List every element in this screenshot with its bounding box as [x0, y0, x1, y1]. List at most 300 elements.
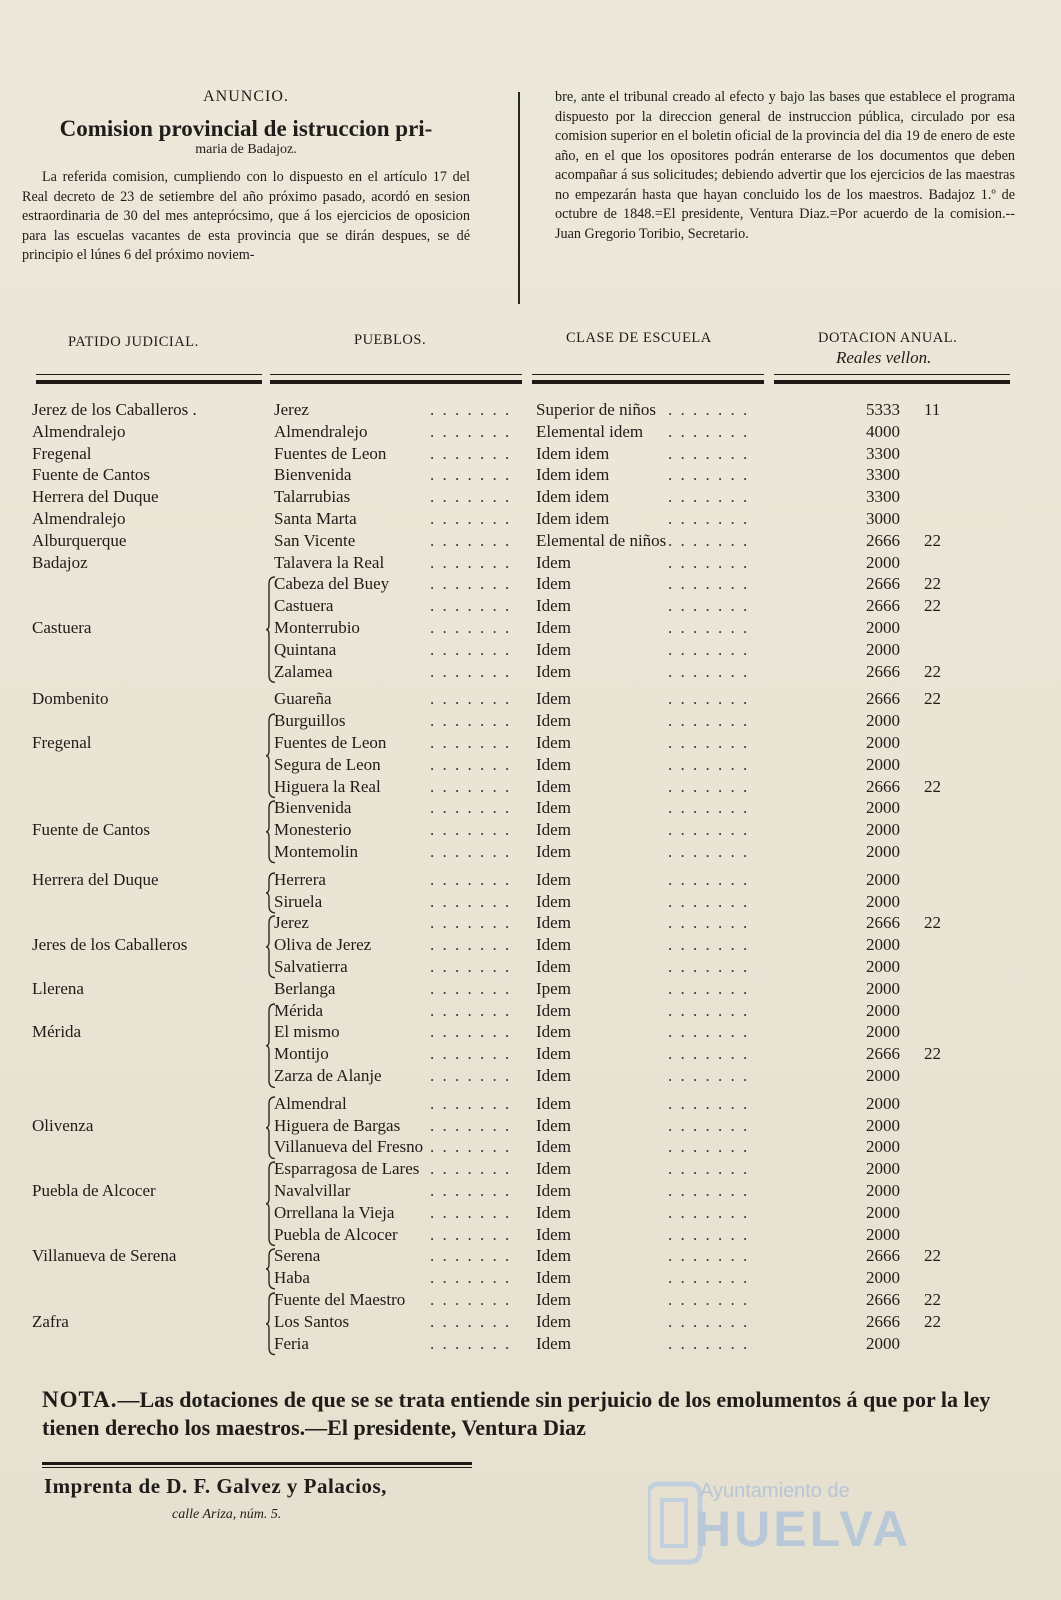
- leader-dots: . . . . . . .: [668, 509, 750, 528]
- table-row: [0, 574, 1061, 596]
- table-row: [0, 842, 1061, 864]
- amount-cell: 2000: [866, 639, 900, 659]
- clase-cell: Idem: [536, 1224, 571, 1244]
- printer-address: calle Ariza, núm. 5.: [172, 1507, 282, 1522]
- leader-dots: . . . . . . .: [668, 842, 750, 861]
- leader-dots: . . . . . . .: [430, 639, 512, 659]
- leader-dots: . . . . . . .: [668, 891, 750, 911]
- leader-dots: . . . . . . .: [668, 1022, 750, 1042]
- table-row: [0, 1312, 1061, 1334]
- amount-cell: 2000: [866, 891, 900, 911]
- pueblo-cell: Herrera: [274, 869, 326, 889]
- pueblo-cell: Fuente del Maestro: [274, 1290, 406, 1309]
- table-row: [0, 596, 1061, 618]
- partido-cell: Almendralejo: [32, 509, 126, 528]
- group-brace: [266, 1096, 276, 1160]
- pueblo-cell: Talavera la Real: [274, 552, 385, 572]
- clase-cell: Idem: [536, 661, 571, 681]
- pueblo-cell: Castuera: [274, 596, 334, 616]
- amount-cell: 2000: [866, 1202, 900, 1222]
- partido-cell: Villanueva de Serena: [32, 1246, 177, 1266]
- cents-cell: 22: [924, 661, 941, 681]
- table-row: [0, 1181, 1061, 1203]
- partido-cell: Fregenal: [32, 733, 92, 752]
- clase-cell: Idem: [536, 689, 571, 709]
- printer-name: Imprenta de D. F. Galvez y Palacios,: [44, 1474, 387, 1498]
- amount-cell: 2000: [866, 1093, 900, 1113]
- amount-cell: 2000: [866, 754, 900, 774]
- pueblo-cell: Haba: [274, 1268, 310, 1288]
- pueblo-cell: Salvatierra: [274, 957, 348, 976]
- header-rule: [270, 380, 522, 384]
- amount-cell: 2000: [866, 711, 900, 731]
- table-row: [0, 662, 1061, 684]
- leader-dots: . . . . . . .: [668, 443, 750, 463]
- partido-cell: Jerez de los Caballeros .: [32, 400, 197, 419]
- leader-dots: . . . . . . .: [430, 957, 512, 976]
- pueblo-cell: Higuera la Real: [274, 776, 381, 796]
- clase-cell: Idem: [536, 1202, 571, 1222]
- nota-text: —Las dotaciones de que se se trata entiende sin perjuicio de los emolumentos á que por la ley tienen derecho los maestros.—El presidente, Ventura Diaz: [42, 1387, 991, 1440]
- partido-cell: Zafra: [32, 1311, 69, 1331]
- pueblo-cell: Los Santos: [274, 1311, 350, 1331]
- leader-dots: . . . . . . .: [430, 820, 512, 840]
- amount-cell: 2000: [866, 1181, 900, 1200]
- clase-cell: Idem: [536, 1066, 571, 1085]
- amount-cell: 2000: [866, 1022, 900, 1042]
- leader-dots: . . . . . . .: [668, 754, 750, 774]
- table-row: [0, 1159, 1061, 1181]
- leader-dots: . . . . . . .: [430, 1159, 512, 1179]
- amount-cell: 2000: [866, 1115, 900, 1135]
- amount-cell: 4000: [866, 421, 900, 441]
- clase-cell: Idem: [536, 1159, 571, 1179]
- clase-cell: Idem idem: [536, 443, 610, 463]
- table-row: [0, 892, 1061, 914]
- clase-cell: Idem: [536, 1022, 571, 1042]
- leader-dots: . . . . . . .: [668, 1137, 750, 1157]
- printer-rule-thin: [42, 1467, 472, 1468]
- leader-dots: . . . . . . .: [668, 400, 750, 419]
- leader-dots: . . . . . . .: [430, 869, 512, 889]
- cents-cell: 22: [924, 1290, 941, 1309]
- table-row: [0, 1044, 1061, 1066]
- amount-cell: 2666: [866, 1044, 900, 1064]
- clase-cell: Idem: [536, 820, 571, 840]
- leader-dots: . . . . . . .: [668, 618, 750, 637]
- table-row: [0, 1137, 1061, 1159]
- amount-cell: 2000: [866, 798, 900, 818]
- pueblo-cell: Villanueva del Fresno: [274, 1137, 424, 1157]
- clase-cell: Idem: [536, 1044, 571, 1064]
- table-row: [0, 1066, 1061, 1088]
- group-brace: [266, 576, 276, 683]
- header-pueblos: PUEBLOS.: [354, 332, 427, 348]
- pueblo-cell: Guareña: [274, 689, 332, 709]
- pueblo-cell: Zalamea: [274, 661, 333, 681]
- nota-label: NOTA.: [42, 1387, 118, 1412]
- leader-dots: . . . . . . .: [668, 1159, 750, 1179]
- leader-dots: . . . . . . .: [430, 596, 512, 616]
- group-brace: [266, 1161, 276, 1246]
- amount-cell: 2666: [866, 574, 900, 594]
- amount-cell: 3300: [866, 465, 900, 485]
- pueblo-cell: Cabeza del Buey: [274, 574, 390, 594]
- leader-dots: . . . . . . .: [430, 1000, 512, 1020]
- clase-cell: Idem: [536, 1181, 571, 1200]
- leader-dots: . . . . . . .: [430, 1093, 512, 1113]
- pueblo-cell: Navalvillar: [274, 1181, 351, 1200]
- header-rule: [774, 380, 1010, 384]
- clase-cell: Idem: [536, 711, 571, 731]
- clase-cell: Idem: [536, 798, 571, 818]
- leader-dots: . . . . . . .: [668, 776, 750, 796]
- cents-cell: 22: [924, 596, 941, 616]
- partido-cell: Castuera: [32, 618, 92, 637]
- clase-cell: Idem: [536, 776, 571, 796]
- leader-dots: . . . . . . .: [430, 891, 512, 911]
- clase-cell: Idem: [536, 1093, 571, 1113]
- clase-cell: Elemental idem: [536, 421, 644, 441]
- table-row: [0, 870, 1061, 892]
- clase-cell: Idem: [536, 1290, 571, 1309]
- leader-dots: . . . . . . .: [668, 1311, 750, 1331]
- table-row: [0, 422, 1061, 444]
- pueblo-cell: Jerez: [274, 400, 309, 419]
- amount-cell: 2000: [866, 1137, 900, 1157]
- pueblo-cell: Bienvenida: [274, 465, 352, 485]
- table-row: [0, 1022, 1061, 1044]
- pueblo-cell: Jerez: [274, 913, 309, 933]
- clase-cell: Idem: [536, 1311, 571, 1331]
- clase-cell: Idem: [536, 891, 571, 911]
- table-row: [0, 553, 1061, 575]
- leader-dots: . . . . . . .: [668, 820, 750, 840]
- leader-dots: . . . . . . .: [430, 1137, 512, 1157]
- amount-cell: 2666: [866, 1246, 900, 1266]
- amount-cell: 2000: [866, 1224, 900, 1244]
- anuncio-heading: ANUNCIO.: [203, 88, 289, 105]
- group-brace: [266, 1248, 276, 1290]
- pueblo-cell: Feria: [274, 1333, 309, 1353]
- group-brace: [266, 1292, 276, 1356]
- pueblo-cell: Berlanga: [274, 978, 336, 998]
- leader-dots: . . . . . . .: [668, 596, 750, 616]
- leader-dots: . . . . . . .: [668, 1093, 750, 1113]
- clase-cell: Idem: [536, 1115, 571, 1135]
- table-row: [0, 957, 1061, 979]
- header-rule-thin: [36, 374, 262, 375]
- leader-dots: . . . . . . .: [668, 574, 750, 594]
- table-row: [0, 400, 1061, 422]
- leader-dots: . . . . . . .: [430, 530, 512, 550]
- pueblo-cell: Orrellana la Vieja: [274, 1202, 395, 1222]
- amount-cell: 2000: [866, 1159, 900, 1179]
- leader-dots: . . . . . . .: [668, 1066, 750, 1085]
- table-row: [0, 689, 1061, 711]
- amount-cell: 2666: [866, 1290, 900, 1309]
- amount-cell: 3300: [866, 487, 900, 507]
- header-clase: CLASE DE ESCUELA: [566, 330, 712, 346]
- leader-dots: . . . . . . .: [668, 1000, 750, 1020]
- amount-cell: 2000: [866, 733, 900, 752]
- clase-cell: Idem: [536, 1246, 571, 1266]
- partido-cell: Fregenal: [32, 443, 92, 463]
- pueblo-cell: Serena: [274, 1246, 321, 1266]
- pueblo-cell: El mismo: [274, 1022, 340, 1042]
- header-rule-thin: [774, 374, 1010, 375]
- leader-dots: . . . . . . .: [430, 798, 512, 818]
- pueblo-cell: Monterrubio: [274, 618, 360, 637]
- amount-cell: 2666: [866, 1311, 900, 1331]
- column-divider: [518, 92, 520, 304]
- leader-dots: . . . . . . .: [430, 1202, 512, 1222]
- printer-rule: [42, 1462, 472, 1465]
- pueblo-cell: Mérida: [274, 1000, 324, 1020]
- header-rule: [532, 380, 764, 384]
- pueblo-cell: Montijo: [274, 1044, 329, 1064]
- header-rule: [36, 380, 262, 384]
- table-row: [0, 1094, 1061, 1116]
- pueblo-cell: Siruela: [274, 891, 323, 911]
- partido-cell: Badajoz: [32, 552, 88, 572]
- leader-dots: . . . . . . .: [430, 913, 512, 933]
- leader-dots: . . . . . . .: [430, 1290, 512, 1309]
- pueblo-cell: Segura de Leon: [274, 754, 381, 774]
- pueblo-cell: Fuentes de Leon: [274, 733, 387, 752]
- partido-cell: Dombenito: [32, 689, 109, 709]
- leader-dots: . . . . . . .: [668, 661, 750, 681]
- partido-cell: Puebla de Alcocer: [32, 1181, 156, 1200]
- leader-dots: . . . . . . .: [430, 776, 512, 796]
- amount-cell: 2000: [866, 552, 900, 572]
- table-row: [0, 465, 1061, 487]
- partido-cell: Herrera del Duque: [32, 869, 159, 889]
- table-row: [0, 531, 1061, 553]
- table-row: [0, 444, 1061, 466]
- leader-dots: . . . . . . .: [430, 1311, 512, 1331]
- table-row: [0, 1268, 1061, 1290]
- clase-cell: Idem: [536, 935, 571, 955]
- amount-cell: 2666: [866, 689, 900, 709]
- pueblo-cell: Oliva de Jerez: [274, 935, 372, 955]
- leader-dots: . . . . . . .: [430, 1066, 512, 1085]
- amount-cell: 2000: [866, 1268, 900, 1288]
- partido-cell: Herrera del Duque: [32, 487, 159, 507]
- leader-dots: . . . . . . .: [430, 1268, 512, 1288]
- table-row: [0, 1116, 1061, 1138]
- amount-cell: 3000: [866, 509, 900, 528]
- pueblo-cell: Bienvenida: [274, 798, 352, 818]
- group-brace: [266, 915, 276, 979]
- table-row: [0, 1225, 1061, 1247]
- leader-dots: . . . . . . .: [430, 711, 512, 731]
- leader-dots: . . . . . . .: [668, 1290, 750, 1309]
- table-row: [0, 1290, 1061, 1312]
- table-row: [0, 1001, 1061, 1023]
- clase-cell: Idem: [536, 596, 571, 616]
- intro-paragraph-right: bre, ante el tribunal creado al efecto y bajo las bases que establece el programa dispuesto por la direccion general de instruccion pública, circulado por esa comision superior en el boletin oficial de la provincia del dia 19 de enero de este año, en el que los opositores podrán enterarse de los documentos que deben acompañar á sus solicitudes; debiendo advertir que los ejercicios de las maestras no empezarán hasta que hayan concluido los de los maestros. Badajoz 1.º de octubre de 1848.=El presidente, Ventura Diaz.=Por acuerdo de la comision.--Juan Gregorio Toribio, Secretario.: [555, 89, 1015, 242]
- pueblo-cell: Talarrubias: [274, 487, 351, 507]
- table-row: [0, 487, 1061, 509]
- partido-cell: Fuente de Cantos: [32, 820, 151, 840]
- partido-cell: Llerena: [32, 978, 84, 998]
- amount-cell: 2666: [866, 776, 900, 796]
- clase-cell: Idem: [536, 913, 571, 933]
- leader-dots: . . . . . . .: [430, 1246, 512, 1266]
- commission-title: Comision provincial de istruccion pri-: [59, 116, 433, 141]
- amount-cell: 2000: [866, 820, 900, 840]
- leader-dots: . . . . . . .: [668, 465, 750, 485]
- amount-cell: 2000: [866, 1066, 900, 1085]
- pueblo-cell: Almendralejo: [274, 421, 368, 441]
- leader-dots: . . . . . . .: [430, 935, 512, 955]
- partido-cell: Mérida: [32, 1022, 82, 1042]
- amount-cell: 2666: [866, 596, 900, 616]
- leader-dots: . . . . . . .: [430, 978, 512, 998]
- header-rule-thin: [270, 374, 522, 375]
- leader-dots: . . . . . . .: [430, 465, 512, 485]
- clase-cell: Idem idem: [536, 509, 610, 528]
- table-row: [0, 618, 1061, 640]
- clase-cell: Elemental de niños: [536, 530, 667, 550]
- leader-dots: . . . . . . .: [430, 1333, 512, 1353]
- leader-dots: . . . . . . .: [430, 1044, 512, 1064]
- leader-dots: . . . . . . .: [668, 711, 750, 731]
- clase-cell: Idem: [536, 1137, 571, 1157]
- watermark-line2: HUELVA: [695, 1501, 912, 1557]
- clase-cell: Idem: [536, 618, 571, 637]
- pueblo-cell: Burguillos: [274, 711, 346, 731]
- table-row: [0, 733, 1061, 755]
- pueblo-cell: Higuera de Bargas: [274, 1115, 401, 1135]
- leader-dots: . . . . . . .: [668, 552, 750, 572]
- group-brace: [266, 872, 276, 914]
- leader-dots: . . . . . . .: [430, 443, 512, 463]
- leader-dots: . . . . . . .: [668, 530, 750, 550]
- clase-cell: Idem: [536, 869, 571, 889]
- partido-cell: Alburquerque: [32, 530, 127, 550]
- amount-cell: 5333: [866, 400, 900, 419]
- leader-dots: . . . . . . .: [430, 421, 512, 441]
- table-row: [0, 755, 1061, 777]
- clase-cell: Idem: [536, 1000, 571, 1020]
- cents-cell: 22: [924, 689, 941, 709]
- pueblo-cell: Esparragosa de Lares: [274, 1159, 420, 1179]
- cents-cell: 22: [924, 913, 941, 933]
- table-row: [0, 509, 1061, 531]
- pueblo-cell: Fuentes de Leon: [274, 443, 387, 463]
- clase-cell: Idem: [536, 574, 571, 594]
- leader-dots: . . . . . . .: [430, 733, 512, 752]
- leader-dots: . . . . . . .: [668, 421, 750, 441]
- intro-right-column: [555, 88, 1015, 244]
- leader-dots: . . . . . . .: [668, 1333, 750, 1353]
- leader-dots: . . . . . . .: [668, 1268, 750, 1288]
- amount-cell: 2000: [866, 978, 900, 998]
- partido-cell: Olivenza: [32, 1115, 94, 1135]
- clase-cell: Ipem: [536, 978, 571, 998]
- leader-dots: . . . . . . .: [430, 400, 512, 419]
- cents-cell: 22: [924, 1311, 941, 1331]
- amount-cell: 2000: [866, 869, 900, 889]
- leader-dots: . . . . . . .: [430, 509, 512, 528]
- amount-cell: 3300: [866, 443, 900, 463]
- table-row: [0, 935, 1061, 957]
- leader-dots: . . . . . . .: [430, 574, 512, 594]
- leader-dots: . . . . . . .: [668, 689, 750, 709]
- clase-cell: Idem: [536, 842, 571, 861]
- table-row: [0, 1246, 1061, 1268]
- partido-cell: Jeres de los Caballeros: [32, 935, 188, 955]
- table-row: [0, 640, 1061, 662]
- pueblo-cell: San Vicente: [274, 530, 356, 550]
- commission-subtitle: maria de Badajoz.: [195, 142, 297, 157]
- header-partido: PATIDO JUDICIAL.: [68, 334, 199, 350]
- pueblo-cell: Montemolin: [274, 842, 359, 861]
- table-row: [0, 820, 1061, 842]
- amount-cell: 2000: [866, 842, 900, 861]
- table-row: [0, 1203, 1061, 1225]
- pueblo-cell: Monesterio: [274, 820, 352, 840]
- clase-cell: Idem: [536, 1268, 571, 1288]
- clase-cell: Idem: [536, 754, 571, 774]
- leader-dots: . . . . . . .: [668, 639, 750, 659]
- clase-cell: Idem: [536, 1333, 571, 1353]
- group-brace: [266, 1003, 276, 1088]
- leader-dots: . . . . . . .: [668, 487, 750, 507]
- header-dotacion-unit: Reales vellon.: [836, 348, 932, 367]
- leader-dots: . . . . . . .: [430, 487, 512, 507]
- amount-cell: 2666: [866, 661, 900, 681]
- leader-dots: . . . . . . .: [430, 689, 512, 709]
- leader-dots: . . . . . . .: [668, 1115, 750, 1135]
- leader-dots: . . . . . . .: [430, 1224, 512, 1244]
- leader-dots: . . . . . . .: [668, 1044, 750, 1064]
- leader-dots: . . . . . . .: [430, 754, 512, 774]
- intro-left-column: [22, 88, 470, 266]
- table-row: [0, 979, 1061, 1001]
- amount-cell: 2000: [866, 618, 900, 637]
- leader-dots: . . . . . . .: [668, 733, 750, 752]
- pueblo-cell: Puebla de Alcocer: [274, 1224, 398, 1244]
- leader-dots: . . . . . . .: [668, 869, 750, 889]
- leader-dots: . . . . . . .: [668, 798, 750, 818]
- clase-cell: Idem idem: [536, 465, 610, 485]
- pueblo-cell: Quintana: [274, 639, 337, 659]
- clase-cell: Idem: [536, 733, 571, 752]
- clase-cell: Idem: [536, 639, 571, 659]
- table-row: [0, 1334, 1061, 1356]
- cents-cell: 22: [924, 574, 941, 594]
- leader-dots: . . . . . . .: [668, 1181, 750, 1200]
- cents-cell: 11: [924, 400, 941, 419]
- amount-cell: 2000: [866, 1333, 900, 1353]
- pueblo-cell: Almendral: [274, 1093, 347, 1113]
- partido-cell: Fuente de Cantos: [32, 465, 151, 485]
- intro-paragraph-left: La referida comision, cumpliendo con lo dispuesto en el artículo 17 del Real decreto de 23 de setiembre del año próximo pasado, acordó en sesion estraordinaria de 30 del mes anteprócsimo, que á los ejercicios de oposicion para las escuelas vacantes de esta provincia que se dirán despues, se dé principio el lúnes 6 del próximo noviem-: [22, 169, 470, 263]
- group-brace: [266, 713, 276, 798]
- leader-dots: . . . . . . .: [430, 1181, 512, 1200]
- leader-dots: . . . . . . .: [430, 1022, 512, 1042]
- leader-dots: . . . . . . .: [668, 978, 750, 998]
- table-row: [0, 711, 1061, 733]
- leader-dots: . . . . . . .: [668, 935, 750, 955]
- cents-cell: 22: [924, 776, 941, 796]
- leader-dots: . . . . . . .: [430, 842, 512, 861]
- pueblo-cell: Zarza de Alanje: [274, 1066, 382, 1085]
- pueblo-cell: Santa Marta: [274, 509, 357, 528]
